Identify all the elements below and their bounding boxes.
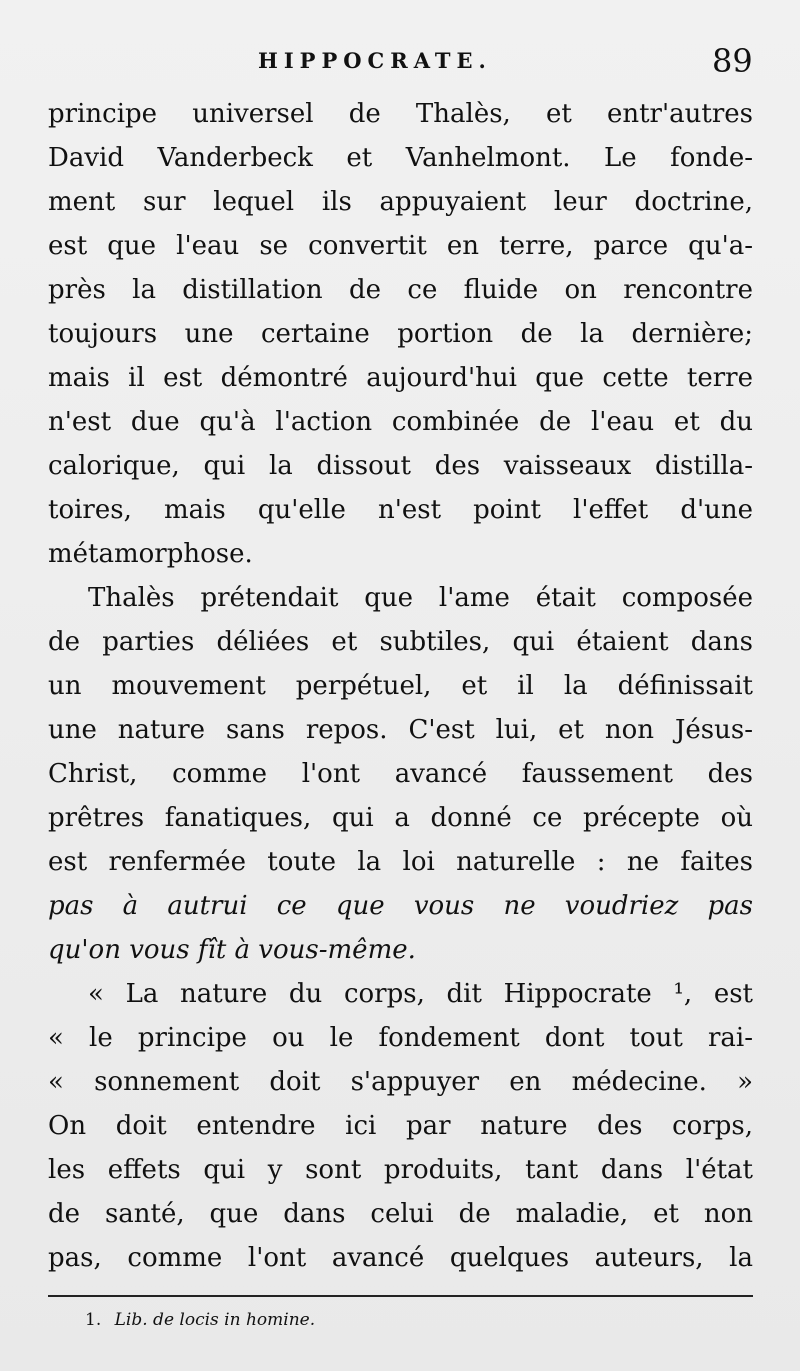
text-line: « le principe ou le fondement dont tout rai- xyxy=(48,1023,753,1053)
text-line: qu'on vous fît à vous-même. xyxy=(48,935,416,965)
text-line: une nature sans repos. C'est lui, et non Jésus- xyxy=(48,715,753,745)
footnote-rule xyxy=(48,1295,753,1297)
text-line: ment sur lequel ils appuyaient leur doctrine, xyxy=(48,187,753,217)
text-line: Christ, comme l'ont avancé faussement des xyxy=(48,759,753,789)
running-head: HIPPOCRATE. xyxy=(258,48,492,73)
text-line: est que l'eau se convertit en terre, parce qu'a- xyxy=(48,231,753,261)
text-line: « sonnement doit s'appuyer en médecine. » xyxy=(48,1067,753,1097)
text-line: les effets qui y sont produits, tant dans l'état xyxy=(48,1155,753,1185)
text-line: David Vanderbeck et Vanhelmont. Le fonde- xyxy=(48,143,753,173)
text-line: « La nature du corps, dit Hippocrate ¹, est xyxy=(88,979,753,1009)
paragraph-1 xyxy=(48,92,753,576)
text-line: n'est due qu'à l'action combinée de l'eau et du xyxy=(48,407,753,437)
text-line: calorique, qui la dissout des vaisseaux distilla- xyxy=(48,451,753,481)
paragraph-3 xyxy=(48,972,753,1280)
text-line: un mouvement perpétuel, et il la définissait xyxy=(48,671,753,701)
text-line: pas à autrui ce que vous ne voudriez pas xyxy=(48,891,753,921)
text-line: de parties déliées et subtiles, qui étaient dans xyxy=(48,627,753,657)
page-number: 89 xyxy=(712,42,753,80)
text-line: pas, comme l'ont avancé quelques auteurs, la xyxy=(48,1243,753,1273)
text-line: prêtres fanatiques, qui a donné ce précepte où xyxy=(48,803,753,833)
text-line: Thalès prétendait que l'ame était composée xyxy=(88,583,753,613)
paragraph-2 xyxy=(48,576,753,972)
text-line: mais il est démontré aujourd'hui que cette terre xyxy=(48,363,753,393)
text-line: toujours une certaine portion de la dernière; xyxy=(48,319,753,349)
text-line: est renfermée toute la loi naturelle : ne faites xyxy=(48,847,753,877)
footnote-text: Lib. de locis in homine. xyxy=(114,1310,316,1330)
page-header xyxy=(0,40,800,90)
text-line: près la distillation de ce fluide on rencontre xyxy=(48,275,753,305)
body-text xyxy=(48,92,753,1280)
footnote-marker: 1. xyxy=(85,1310,102,1330)
text-line: de santé, que dans celui de maladie, et non xyxy=(48,1199,753,1229)
text-line: On doit entendre ici par nature des corps, xyxy=(48,1111,753,1141)
text-line: métamorphose. xyxy=(48,539,253,569)
text-line: principe universel de Thalès, et entr'autres xyxy=(48,99,753,129)
text-line: toires, mais qu'elle n'est point l'effet d'une xyxy=(48,495,753,525)
footnote xyxy=(85,1310,315,1330)
